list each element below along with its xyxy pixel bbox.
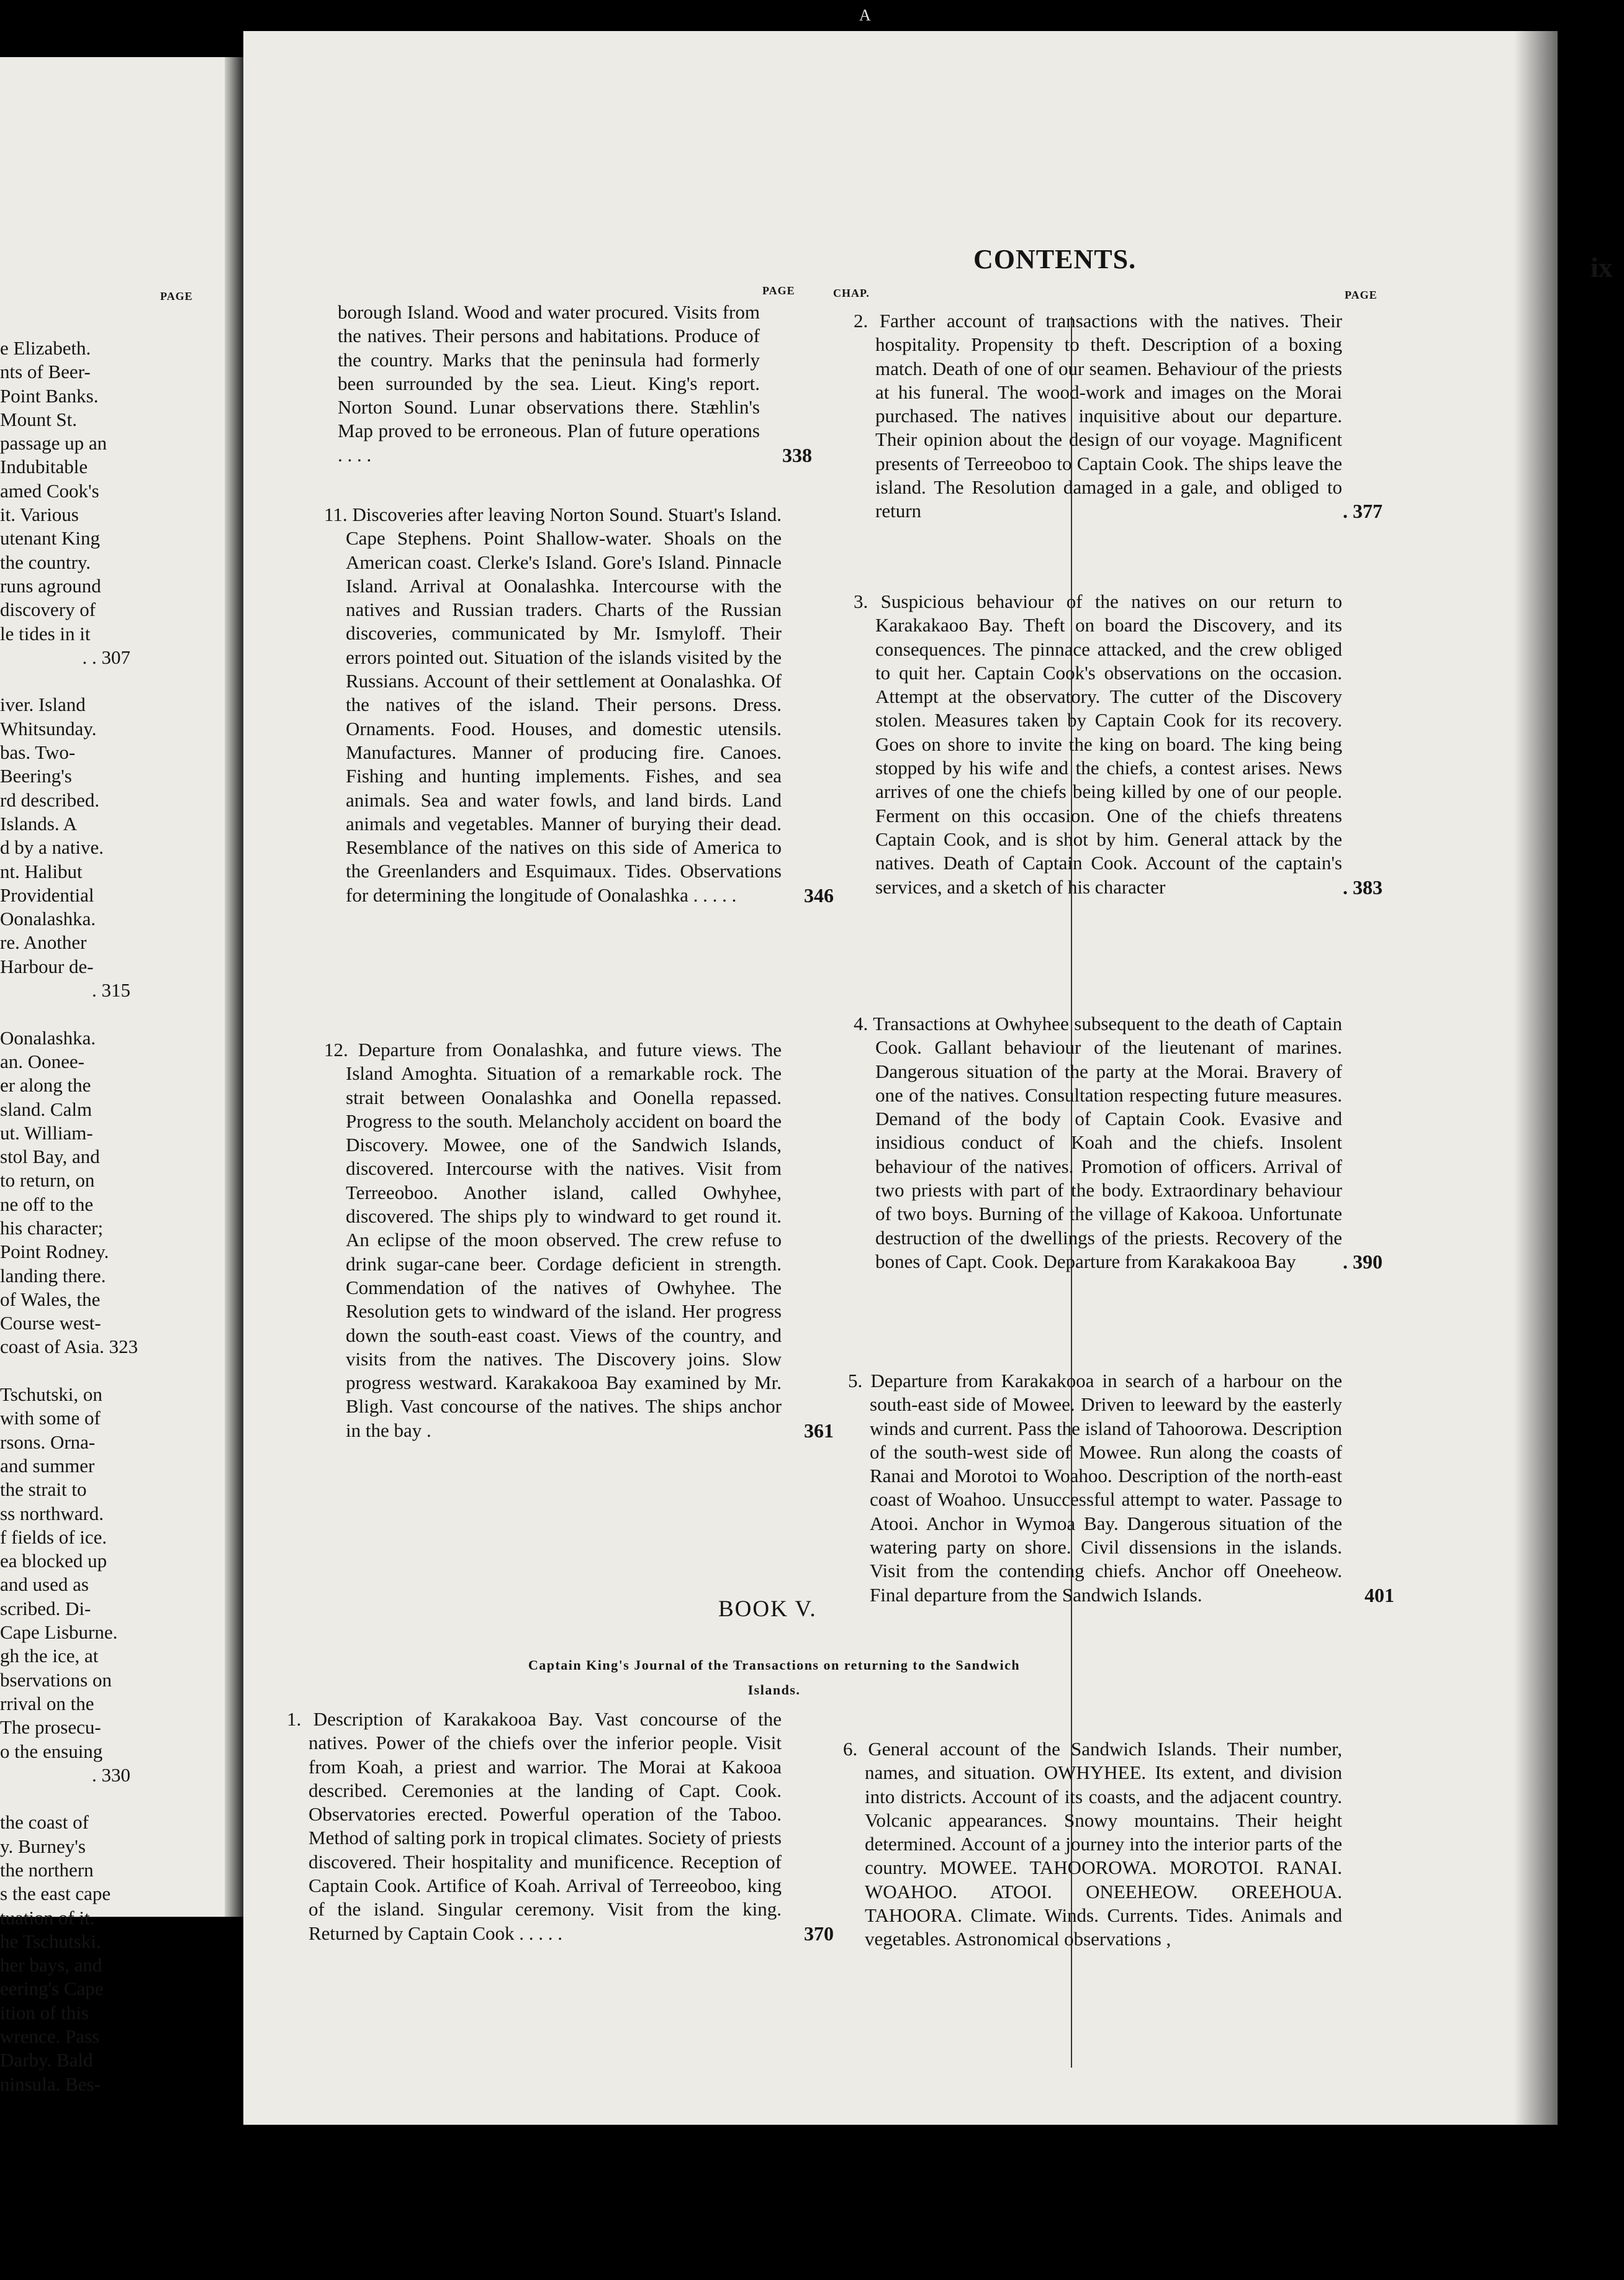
contents-entry-ch5 [848, 1369, 1394, 1607]
left-line: an. Oonee- [0, 1050, 84, 1072]
contents-entry-ch2 [854, 309, 1383, 523]
left-line: s the east cape [0, 1883, 111, 1905]
left-line: Tschutski, on [0, 1383, 102, 1406]
left-line: Whitsunday. [0, 717, 97, 740]
contents-entry-ch1 [287, 1708, 834, 1945]
left-line: of Wales, the [0, 1288, 101, 1310]
left-line: his character; [0, 1216, 104, 1239]
left-line: bas. Two- [0, 741, 76, 764]
left-page [0, 57, 243, 2095]
left-line: Islands. A [0, 812, 77, 835]
left-line: Cape Lisburne. [0, 1621, 118, 1644]
entry-page: . 377 [1343, 500, 1383, 523]
contents-entry-ch3 [854, 590, 1383, 899]
left-line: eering's Cape [0, 1978, 104, 2000]
left-line: discovery of [0, 599, 96, 621]
left-line: sland. Calm [0, 1098, 92, 1120]
left-line: gh the ice, at [0, 1645, 99, 1667]
book-gutter [225, 57, 243, 1917]
left-line: Providential [0, 884, 94, 906]
left-line: f fields of ice. [0, 1526, 107, 1548]
left-line: her bays, and [0, 1954, 102, 1976]
left-line: ninsula. Bes- [0, 2073, 101, 2095]
contents-entry-ch12 [324, 1038, 834, 1442]
left-line: re. Another [0, 931, 87, 954]
chap-label: CHAP. [833, 287, 870, 299]
left-line: ss northward. [0, 1502, 104, 1524]
contents-entry-ch6 [843, 1737, 1342, 1952]
left-line: Oonalashka. [0, 1026, 96, 1049]
left-line: Darby. Bald [0, 2049, 93, 2071]
left-line: and summer [0, 1454, 95, 1477]
left-line: y. Burney's [0, 1835, 86, 1857]
left-line: the country. [0, 551, 91, 573]
contents-entry-ch11 [324, 503, 834, 907]
left-line: the northern [0, 1859, 94, 1881]
left-line [0, 1002, 130, 1026]
left-line: le tides in it [0, 622, 91, 645]
entry-text: borough Island. Wood and water procured. Visits from the natives. Their persons and habitations. Produce of the country. Marks that the peninsula had formerly been surrounded by the sea. Lieut. King's report. Norton Sound. Lunar observations there. Stæhlin's Map proved to be erroneous. Plan of future operations . . . . [338, 301, 760, 466]
left-line: the strait to [0, 1478, 87, 1501]
entry-text: 2. Farther account of transactions with the natives. Their hospitality. Propensity to theft. Description of a boxing match. Death of one of our seamen. Behaviour of the priests at his funeral. The wood-work and images on the Morai purchased. The natives inquisitive about our departure. Their opinion about the design of our voyage. Magnificent presents of Terreeoboo to Captain Cook. The ships leave the island. The Resolution damaged in a gale, and obliged to return [854, 310, 1342, 522]
top-mark: A [859, 6, 871, 24]
left-line: to return, on [0, 1169, 95, 1192]
left-line: Beering's [0, 765, 72, 787]
left-line [0, 1787, 130, 1811]
entry-text: 4. Transactions at Owhyhee subsequent to the death of Captain Cook. Gallant behaviour of the lieutenant of marines. Dangerous situation of the party at the Morai. Bravery of one of the natives. Consultation respecting future measures. Demand of the body of Captain Cook. Evasive and insidious conduct of Koah and the chiefs. Insolent behaviour of the natives. Promotion of officers. Arrival of two priests with part of the body. Extraordinary behaviour of two boys. Burning of the village of Kakooa. Unfortunate destruction of the dwellings of the priests. Recovery of the bones of Capt. Cook. Departure from Karakakooa Bay [854, 1013, 1342, 1272]
left-line: Point Rodney. [0, 1241, 109, 1263]
left-line: . 330 [92, 1763, 130, 1786]
page-label-left: PAGE [160, 290, 193, 302]
entry-page: 361 [804, 1419, 834, 1442]
left-line: bservations on [0, 1668, 112, 1691]
left-line: Indubitable [0, 456, 88, 478]
left-line: d by a native. [0, 836, 104, 859]
left-column-text [0, 337, 138, 2096]
left-line: The prosecu- [0, 1716, 101, 1739]
contents-entry-ch4 [854, 1012, 1383, 1273]
left-line: Point Banks. [0, 384, 99, 407]
entry-text: 3. Suspicious behaviour of the natives on our return to Karakakaoo Bay. Theft on board the Discovery, and its consequences. The pinnace attacked, and the crew obliged to quit her. Captain Cook's observations on the occasion. Attempt at the observatory. The cutter of the Discovery stolen. Measures taken by Captain Cook for its recovery. Goes on shore to invite the king on board. The king being stopped by his wife and the chiefs, a contest arises. News arrives of one the chiefs being killed by one of our people. Ferment on this occasion. One of the chiefs threatens Captain Cook, and is shot by him. General attack by the natives. Death of Captain Cook. Account of the captain's services, and a sketch of his character [854, 590, 1342, 898]
left-line: er along the [0, 1074, 91, 1097]
left-line: Course west- [0, 1312, 101, 1334]
entry-text: 6. General account of the Sandwich Islands. Their number, names, and situation. OWHYHEE. Its extent, and division into districts. Account of its coasts, and the adjacent country. Volcanic appearances. Snowy mountains. Their height determined. Account of a journey into the interior parts of the country. MOWEE. TAHOOROWA. MOROTOI. RANAI. WOAHOO. ATOOI. ONEEHEOW. OREEHOUA. TAHOORA. Climate. Winds. Currents. Tides. Animals and vegetables. Astronomical observations , [843, 1738, 1342, 1950]
left-line: iver. Island [0, 694, 86, 716]
book-title: BOOK V. [718, 1596, 817, 1622]
left-line: utenant King [0, 527, 100, 550]
left-line: runs aground [0, 574, 101, 597]
page-label-middle: PAGE [762, 284, 795, 297]
left-line [0, 669, 130, 693]
left-line: amed Cook's [0, 479, 99, 502]
left-line: he Tschutski. [0, 1930, 101, 1952]
left-line: Oonalashka. [0, 908, 96, 930]
left-line: o the ensuing [0, 1740, 103, 1762]
page-label-right: PAGE [1345, 289, 1378, 301]
entry-text: 12. Departure from Oonalashka, and future views. The Island Amoghta. Situation of a remarkable rock. The strait between Oonalashka and Oonella repassed. Progress to the south. Melancholy accident on board the Discovery. Mowee, one of the Sandwich Islands, discovered. Intercourse with the natives. Visit from Terreeoboo. Another island, called Owhyhee, discovered. The ships ply to windward to get round it. An eclipse of the moon observed. The crew refuse to drink sugar-cane beer. Cordage deficient in strength. Commendation of the natives of Owhyhee. The Resolution gets to windward of the island. Her progress down the south-east coast. Views of the country, and visits from the natives. The Discovery joins. Slow progress westward. Karakakooa Bay examined by Mr. Bligh. Vast concourse of the natives. The ships anchor in the bay . [324, 1039, 782, 1441]
left-line: nt. Halibut [0, 860, 83, 882]
entry-text: 5. Departure from Karakakooa in search of a harbour on the south-east side of Mowee. Driven to leeward by the easterly winds and current. Pass the island of Tahoorowa. Description of the south-west side of Mowee. Run along the coasts of Ranai and Morotoi to Woahoo. Description of the north-east coast of Woahoo. Unsuccessful attempt to water. Passage to Atooi. Anchor in Wymoa Bay. Dangerous situation of the watering party on shore. Civil dissensions in the islands. Visit from the contending chiefs. Anchor off Oneeheow. Final departure from the Sandwich Islands. [848, 1370, 1342, 1606]
left-line: scribed. Di- [0, 1597, 91, 1619]
left-line: rsons. Orna- [0, 1431, 96, 1453]
entry-page: 338 [782, 443, 812, 466]
left-line: tuation of it. [0, 1906, 95, 1929]
entry-text: 11. Discoveries after leaving Norton Sound. Stuart's Island. Cape Stephens. Point Shallow-water. Shoals on the American coast. Clerke's Island. Gore's Island. Pinnacle Island. Arrival at Oonalashka. Intercourse with the natives and Russian traders. Charts of the Russian discoveries, communicated by Mr. Ismyloff. Their errors pointed out. Situation of the islands visited by the Russians. Account of their settlement at Oonalashka. Of the natives of the island. Their persons. Dress. Ornaments. Food. Houses, and domestic utensils. Manufactures. Manner of producing fire. Canoes. Fishing and hunting implements. Fishes, and sea animals. Sea and water fowls, and land birds. Land animals and vegetables. Manner of burying their dead. Resemblance of the natives on this side of America to the Greenlanders and Esquimaux. Tides. Observations for determining the longitude of Oonalashka . . . . . [324, 504, 782, 906]
entry-text: 1. Description of Karakakooa Bay. Vast concourse of the natives. Power of the chiefs over the inferior people. Visit from Koah, a priest and warrior. The Morai at Kakooa described. Ceremonies at the landing of Capt. Cook. Observatories erected. Powerful operation of the Taboo. Method of salting pork in tropical climates. Society of priests discovered. Their hospitality and munificence. Reception of Captain Cook. Artifice of Koah. Arrival of Terreeoboo, king of the island. Singular ceremony. Visit from the king. Returned by Captain Cook . . . . . [287, 1708, 782, 1944]
left-line: e Elizabeth. [0, 337, 91, 359]
left-line: landing there. [0, 1264, 106, 1287]
left-line: and used as [0, 1573, 89, 1596]
left-line: rd described. [0, 789, 100, 811]
left-line: it. Various [0, 504, 79, 526]
left-line: passage up an [0, 432, 107, 455]
left-line: stol Bay, and [0, 1146, 100, 1168]
left-line: ea blocked up [0, 1550, 107, 1572]
entry-page: 346 [804, 884, 834, 907]
page-number: ix [1590, 251, 1613, 283]
left-line: ition of this [0, 2001, 89, 2024]
left-line: ne off to the [0, 1193, 94, 1215]
entry-page: 370 [804, 1922, 834, 1945]
entry-page: . 383 [1343, 875, 1383, 898]
running-head: CONTENTS. [973, 244, 1137, 274]
left-line: ut. William- [0, 1121, 93, 1144]
left-line: Harbour de- [0, 955, 94, 977]
entry-page: . 390 [1343, 1250, 1383, 1273]
left-line: . . 307 [82, 646, 130, 668]
left-line: with some of [0, 1407, 101, 1429]
left-line: wrence. Pass [0, 2025, 100, 2048]
left-line: rrival on the [0, 1692, 94, 1714]
left-line: coast of Asia. 323 [0, 1336, 138, 1358]
book-subtitle: Captain King's Journal of the Transactions on returning to the Sandwich Islands. [528, 1657, 1021, 1698]
left-line: nts of Beer- [0, 361, 91, 383]
contents-page [243, 31, 1613, 2125]
left-line: Mount St. [0, 408, 78, 430]
contents-entry [338, 301, 812, 467]
left-line [0, 1359, 130, 1383]
left-line: . 315 [92, 979, 130, 1002]
entry-page: 401 [1365, 1583, 1394, 1606]
left-line: the coast of [0, 1811, 89, 1834]
